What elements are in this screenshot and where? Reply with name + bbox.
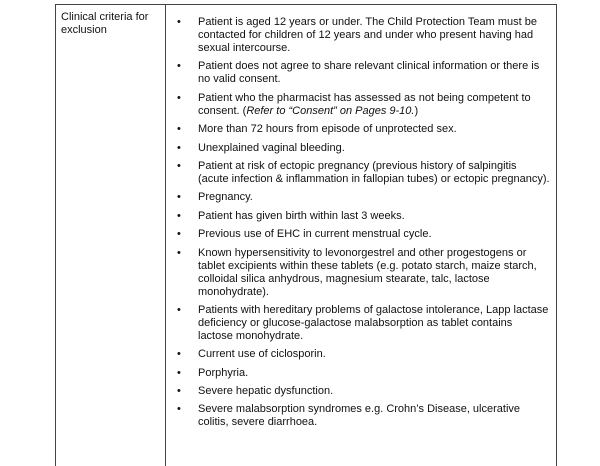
criteria-text: Known hypersensitivity to levonorgestrel and other progestogens or tablet excipients within these tablets (e.g. potato starch, maize starch, colloidal silica anhydrous, magnesium stearate, talc, lactose monohydrate). — [198, 246, 537, 298]
criteria-text: Patients with hereditary problems of galactose intolerance, Lapp lactase deficiency or glucose-galactose malabsorption as tablet contains lactose monohydrate. — [198, 303, 549, 342]
criteria-item — [166, 403, 550, 429]
criteria-item — [166, 60, 550, 86]
bullet-icon: • — [177, 16, 181, 28]
criteria-text: Severe hepatic dysfunction. — [198, 385, 334, 398]
criteria-text: Unexplained vaginal bleeding. — [198, 141, 345, 154]
criteria-item — [166, 247, 550, 299]
criteria-item — [166, 367, 550, 380]
bullet-icon: • — [177, 123, 181, 136]
criteria-item — [166, 123, 550, 136]
criteria-text: Patient who the pharmacist has assessed as not being competent to consent. ( — [198, 91, 531, 117]
bullet-icon: • — [177, 228, 181, 241]
criteria-text: Current use of ciclosporin. — [198, 348, 326, 361]
criteria-text: Severe malabsorption syndromes e.g. Crohn’s Disease, ulcerative colitis, severe diarrhoea. — [198, 403, 521, 429]
bullet-icon: • — [177, 159, 181, 172]
criteria-text: Patient has given birth within last 3 weeks. — [198, 209, 405, 222]
criteria-item — [166, 385, 550, 398]
criteria-item — [166, 348, 550, 361]
bullet-icon: • — [177, 303, 181, 316]
criteria-text: Pregnancy. — [198, 191, 253, 204]
criteria-text: Porphyria. — [198, 366, 249, 379]
bullet-icon: • — [177, 141, 181, 154]
criteria-item — [166, 142, 550, 155]
criteria-item — [166, 92, 550, 118]
criteria-item — [166, 160, 550, 186]
bullet-icon: • — [177, 209, 181, 222]
bullet-icon: • — [177, 91, 181, 104]
criteria-text: Patient at risk of ectopic pregnancy (previous history of salpingitis (acute infection & inflammation in fallopian tubes) or ectopic pregnancy). — [198, 159, 550, 185]
criteria-item — [166, 304, 550, 343]
bullet-icon: • — [177, 366, 181, 379]
criteria-list — [166, 16, 550, 435]
criteria-item — [166, 210, 550, 223]
criteria-label: Clinical criteria for exclusion — [61, 11, 149, 36]
exclusion-criteria-table — [55, 4, 557, 466]
bullet-icon: • — [177, 60, 181, 73]
bullet-icon: • — [177, 246, 181, 259]
criteria-text: More than 72 hours from episode of unprotected sex. — [198, 123, 457, 136]
criteria-item — [166, 228, 550, 241]
criteria-text: Patient is aged 12 years or under. The Child Protection Team must be contacted for children of 12 years and under who present having had sexual intercourse. — [198, 16, 537, 54]
bullet-icon: • — [177, 385, 181, 398]
criteria-text: Patient does not agree to share relevant clinical information or there is no valid consent. — [198, 60, 540, 86]
criteria-item — [166, 191, 550, 204]
criteria-text: Previous use of EHC in current menstrual cycle. — [198, 228, 432, 241]
criteria-reference: Refer to “Consent” on Pages 9-10. — [246, 104, 415, 117]
criteria-text-end: ) — [414, 104, 419, 117]
criteria-item — [166, 16, 550, 55]
bullet-icon: • — [177, 191, 181, 204]
bullet-icon: • — [177, 403, 181, 416]
bullet-icon: • — [177, 348, 181, 361]
